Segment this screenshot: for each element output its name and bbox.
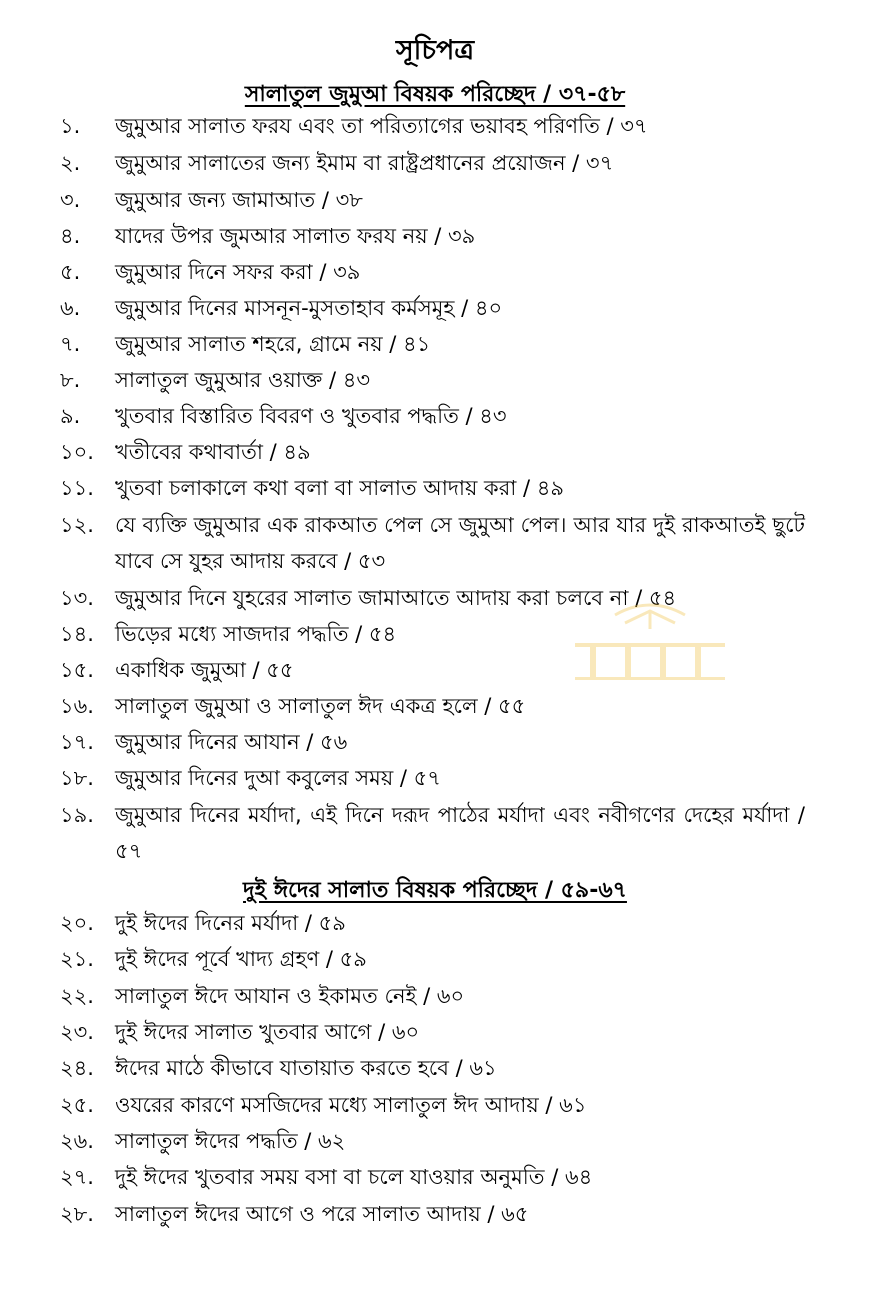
toc-entry bbox=[60, 507, 805, 579]
entry-text: জুমুআর সালাত ফরয এবং তা পরিত্যাগের ভয়াবহ পরিণতি / ৩৭ bbox=[115, 114, 648, 138]
toc-entry bbox=[60, 978, 805, 1014]
toc-entry bbox=[60, 1087, 805, 1123]
watermark-logo bbox=[545, 585, 755, 695]
entry-text: ভিড়ের মধ্যে সাজদার পদ্ধতি / ৫৪ bbox=[115, 622, 397, 646]
entry-text: জুমুআর দিনের মর্যাদা, এই দিনে দরূদ পাঠের মর্যাদা এবং নবীগণের দেহের মর্যাদা / ৫৭ bbox=[115, 803, 805, 863]
entry-number: ২৬. bbox=[60, 1129, 94, 1153]
toc-entry bbox=[60, 254, 805, 290]
entry-number: ২. bbox=[60, 151, 81, 175]
entry-number: ২৮. bbox=[60, 1202, 94, 1226]
toc-entry bbox=[60, 1014, 805, 1050]
entry-text: সালাতুল ঈদের আগে ও পরে সালাত আদায় / ৬৫ bbox=[115, 1202, 529, 1226]
entry-text: দুই ঈদের পূর্বে খাদ্য গ্রহণ / ৫৯ bbox=[115, 947, 367, 971]
entry-number: ২০. bbox=[60, 911, 94, 935]
entry-text: জুমুআর সালাতের জন্য ইমাম বা রাষ্ট্রপ্রধানের প্রয়োজন / ৩৭ bbox=[115, 151, 614, 175]
toc-entry bbox=[60, 145, 805, 181]
entry-number: ১৯. bbox=[60, 803, 94, 827]
entry-text: ওযরের কারণে মসজিদের মধ্যে সালাতুল ঈদ আদায় / ৬১ bbox=[115, 1093, 587, 1117]
toc-entry bbox=[60, 108, 805, 144]
entry-text: জুমুআর দিনের মাসনূন-মুসতাহাব কর্মসমূহ / ৪০ bbox=[115, 296, 503, 320]
entry-number: ১৩. bbox=[60, 586, 94, 610]
entry-text: সালাতুল ঈদে আযান ও ইকামত নেই / ৬০ bbox=[115, 984, 465, 1008]
entry-number: ৭. bbox=[60, 332, 81, 356]
entry-text: যাদের উপর জুমআর সালাত ফরয নয় / ৩৯ bbox=[115, 224, 476, 248]
entry-text: জুমুআর দিনের দুআ কবুলের সময় / ৫৭ bbox=[115, 766, 441, 790]
toc-entry bbox=[60, 941, 805, 977]
entry-text: জুমুআর সালাত শহরে, গ্রামে নয় / ৪১ bbox=[115, 332, 431, 356]
entry-number: ৪. bbox=[60, 224, 81, 248]
page-title: সূচিপত্র bbox=[395, 35, 475, 66]
toc-entry bbox=[60, 362, 805, 398]
entry-number: ১৫. bbox=[60, 658, 94, 682]
section-heading-jumua: সালাতুল জুমুআ বিষয়ক পরিচ্ছেদ / ৩৭-৫৮ bbox=[244, 82, 626, 107]
entry-number: ২৩. bbox=[60, 1020, 94, 1044]
entry-number: ৬. bbox=[60, 296, 81, 320]
entry-text: জুমুআর দিনে সফর করা / ৩৯ bbox=[115, 260, 361, 284]
toc-entry bbox=[60, 760, 805, 796]
toc-entry bbox=[60, 398, 805, 434]
entry-number: ২৭. bbox=[60, 1165, 94, 1189]
entry-text: ঈদের মাঠে কীভাবে যাতায়াত করতে হবে / ৬১ bbox=[115, 1056, 497, 1080]
toc-entry bbox=[60, 1123, 805, 1159]
entry-text: জুমুআর দিনে যুহরের সালাত জামাআতে আদায় করা চলবে না / ৫৪ bbox=[115, 586, 677, 610]
entry-text: দুই ঈদের খুতবার সময় বসা বা চলে যাওয়ার অনুমতি / ৬৪ bbox=[115, 1165, 593, 1189]
toc-entry bbox=[60, 470, 805, 506]
entry-number: ২২. bbox=[60, 984, 94, 1008]
entry-text: খুতবার বিস্তারিত বিবরণ ও খুতবার পদ্ধতি / ৪৩ bbox=[115, 404, 507, 428]
entry-text: সালাতুল জুমুআ ও সালাতুল ঈদ একত্র হলে / ৫৫ bbox=[115, 694, 526, 718]
entry-number: ১৮. bbox=[60, 766, 94, 790]
entry-number: ৩. bbox=[60, 188, 81, 212]
toc-entry bbox=[60, 1196, 805, 1232]
toc-entry bbox=[60, 905, 805, 941]
entry-number: ১৪. bbox=[60, 622, 94, 646]
entry-number: ১৭. bbox=[60, 730, 94, 754]
toc-entry bbox=[60, 434, 805, 470]
entry-text: সালাতুল জুমুআর ওয়াক্ত / ৪৩ bbox=[115, 368, 370, 392]
entry-text: জুমুআর দিনের আযান / ৫৬ bbox=[115, 730, 348, 754]
entry-text: যে ব্যক্তি জুমুআর এক রাকআত পেল সে জুমুআ পেল। আর যার দুই রাকআতই ছুটে যাবে সে যুহর আদায় করবে / ৫৩ bbox=[115, 513, 805, 573]
toc-entry bbox=[60, 326, 805, 362]
entry-number: ২৪. bbox=[60, 1056, 94, 1080]
entry-number: ৯. bbox=[60, 404, 81, 428]
section-heading-eid: দুই ঈদের সালাত বিষয়ক পরিচ্ছেদ / ৫৯-৬৭ bbox=[243, 878, 627, 903]
entry-text: খতীবের কথাবার্তা / ৪৯ bbox=[115, 440, 311, 464]
entry-number: ৫. bbox=[60, 260, 81, 284]
toc-entry bbox=[60, 182, 805, 218]
toc-entry bbox=[60, 724, 805, 760]
entry-text: জুমুআর জন্য জামাআত / ৩৮ bbox=[115, 188, 363, 212]
entry-number: ১২. bbox=[60, 513, 94, 537]
toc-entry bbox=[60, 1050, 805, 1086]
entry-number: ১৬. bbox=[60, 694, 94, 718]
entry-text: সালাতুল ঈদের পদ্ধতি / ৬২ bbox=[115, 1129, 346, 1153]
entry-text: একাধিক জুমুআ / ৫৫ bbox=[115, 658, 294, 682]
entry-text: দুই ঈদের সালাত খুতবার আগে / ৬০ bbox=[115, 1020, 420, 1044]
toc-entry bbox=[60, 797, 805, 869]
entry-text: খুতবা চলাকালে কথা বলা বা সালাত আদায় করা / ৪৯ bbox=[115, 476, 565, 500]
entry-number: ১১. bbox=[60, 476, 94, 500]
toc-entry bbox=[60, 218, 805, 254]
toc-entry bbox=[60, 290, 805, 326]
entry-number: ৮. bbox=[60, 368, 81, 392]
entry-number: ২৫. bbox=[60, 1093, 94, 1117]
toc-entry bbox=[60, 1159, 805, 1195]
entry-number: ১০. bbox=[60, 440, 94, 464]
entry-number: ১. bbox=[60, 114, 81, 138]
entry-number: ২১. bbox=[60, 947, 94, 971]
entry-text: দুই ঈদের দিনের মর্যাদা / ৫৯ bbox=[115, 911, 346, 935]
